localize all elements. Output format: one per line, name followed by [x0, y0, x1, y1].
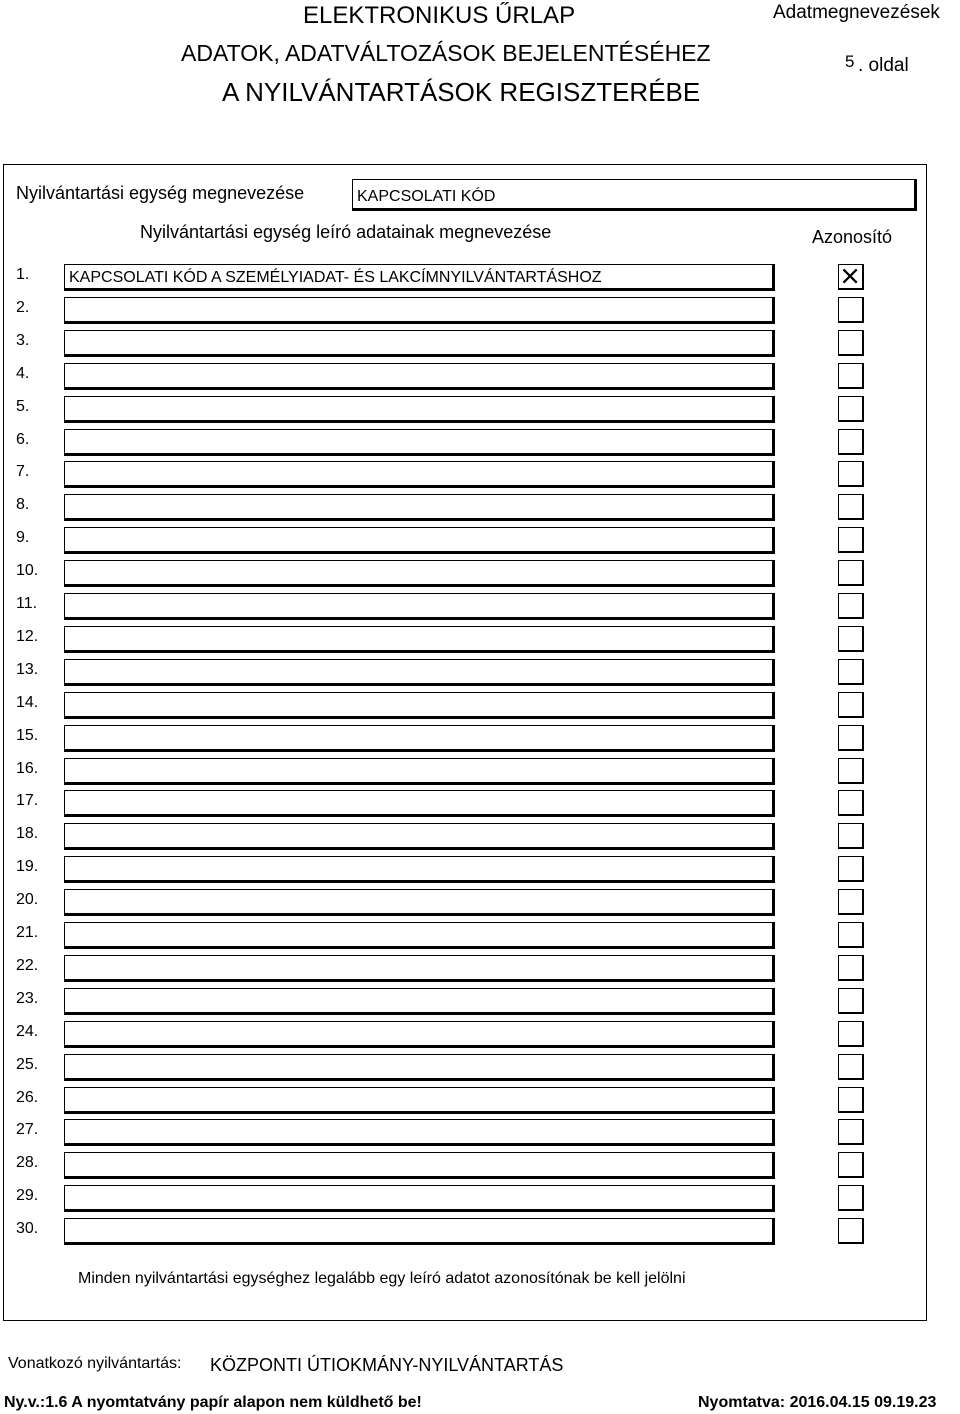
descriptor-field[interactable]: [64, 494, 775, 521]
footnote: Minden nyilvántartási egységhez legalább egy leíró adatot azonosítónak be kell jelölni: [78, 1270, 686, 1287]
row-number: 14.: [16, 694, 39, 711]
identifier-checkbox[interactable]: [838, 1119, 864, 1145]
identifier-checkbox[interactable]: [838, 264, 864, 290]
page-number: 5: [845, 52, 855, 71]
descriptor-field[interactable]: [64, 363, 775, 390]
descriptor-field[interactable]: [64, 988, 775, 1015]
descriptor-field[interactable]: [64, 955, 775, 982]
document-type-label: Adatmegnevezések: [773, 2, 940, 23]
row-number: 19.: [16, 858, 39, 875]
descriptor-field[interactable]: [64, 1218, 775, 1245]
row-number: 18.: [16, 825, 39, 842]
form-subtitle-line1: ADATOK, ADATVÁLTOZÁSOK BEJELENTÉSÉHEZ: [181, 40, 711, 66]
row-number: 12.: [16, 628, 39, 645]
identifier-checkbox[interactable]: [838, 856, 864, 882]
row-number: 7.: [16, 463, 30, 480]
identifier-checkbox[interactable]: [838, 593, 864, 619]
row-number: 4.: [16, 365, 30, 382]
row-number: 2.: [16, 299, 30, 316]
descriptor-field[interactable]: [64, 527, 775, 554]
checkmark-x-icon: [839, 265, 862, 288]
row-number: 3.: [16, 332, 30, 349]
descriptor-field[interactable]: [64, 856, 775, 883]
row-number: 25.: [16, 1056, 39, 1073]
descriptor-value: KAPCSOLATI KÓD A SZEMÉLYIADAT- ÉS LAKCÍMNYILVÁNTARTÁSHOZ: [69, 269, 602, 286]
identifier-checkbox[interactable]: [838, 823, 864, 849]
row-number: 22.: [16, 957, 39, 974]
row-number: 28.: [16, 1154, 39, 1171]
identifier-checkbox[interactable]: [838, 988, 864, 1014]
descriptor-field[interactable]: [64, 560, 775, 587]
descriptor-field[interactable]: [64, 790, 775, 817]
unit-name-value: KAPCSOLATI KÓD: [357, 188, 496, 205]
identifier-checkbox[interactable]: [838, 692, 864, 718]
descriptor-field[interactable]: [64, 922, 775, 949]
descriptor-field[interactable]: [64, 725, 775, 752]
descriptor-field[interactable]: [64, 626, 775, 653]
row-number: 6.: [16, 431, 30, 448]
row-number: 20.: [16, 891, 39, 908]
descriptor-field[interactable]: [64, 692, 775, 719]
identifier-checkbox[interactable]: [838, 889, 864, 915]
identifier-checkbox[interactable]: [838, 560, 864, 586]
identifier-checkbox[interactable]: [838, 1054, 864, 1080]
row-number: 30.: [16, 1220, 39, 1237]
identifier-checkbox[interactable]: [838, 1218, 864, 1244]
descriptor-field[interactable]: [64, 297, 775, 324]
row-number: 24.: [16, 1023, 39, 1040]
identifier-checkbox[interactable]: [838, 922, 864, 948]
identifier-checkbox[interactable]: [838, 1087, 864, 1113]
descriptor-field[interactable]: [64, 461, 775, 488]
row-number: 9.: [16, 529, 30, 546]
descriptor-field[interactable]: [64, 758, 775, 785]
row-number: 5.: [16, 398, 30, 415]
unit-name-label: Nyilvántartási egység megnevezése: [16, 183, 305, 203]
row-number: 16.: [16, 760, 39, 777]
identifier-checkbox[interactable]: [838, 429, 864, 455]
page-suffix: . oldal: [858, 55, 909, 76]
descriptor-field[interactable]: [64, 396, 775, 423]
identifier-checkbox[interactable]: [838, 659, 864, 685]
descriptor-field[interactable]: [64, 1021, 775, 1048]
row-number: 26.: [16, 1089, 39, 1106]
descriptor-field[interactable]: [64, 1119, 775, 1146]
descriptor-field[interactable]: [64, 264, 775, 291]
descriptor-field[interactable]: [64, 429, 775, 456]
descriptor-field[interactable]: [64, 330, 775, 357]
print-timestamp: Nyomtatva: 2016.04.15 09.19.23: [698, 1394, 937, 1411]
row-number: 29.: [16, 1187, 39, 1204]
row-number: 10.: [16, 562, 39, 579]
descriptor-field[interactable]: [64, 1185, 775, 1212]
identifier-checkbox[interactable]: [838, 527, 864, 553]
identifier-checkbox[interactable]: [838, 494, 864, 520]
row-number: 11.: [16, 595, 38, 612]
footer-notice: Ny.v.:1.6 A nyomtatvány papír alapon nem küldhető be!: [4, 1394, 422, 1411]
identifier-checkbox[interactable]: [838, 758, 864, 784]
descriptor-field[interactable]: [64, 1054, 775, 1081]
identifier-checkbox[interactable]: [838, 1021, 864, 1047]
descriptor-field[interactable]: [64, 1152, 775, 1179]
identifier-checkbox[interactable]: [838, 396, 864, 422]
descriptor-field[interactable]: [64, 659, 775, 686]
related-registry-label: Vonatkozó nyilvántartás:: [8, 1355, 182, 1372]
identifier-checkbox[interactable]: [838, 1152, 864, 1178]
descriptor-field[interactable]: [64, 823, 775, 850]
identifier-checkbox[interactable]: [838, 1185, 864, 1211]
descriptor-field[interactable]: [64, 593, 775, 620]
row-number: 27.: [16, 1121, 39, 1138]
form-subtitle-line2: A NYILVÁNTARTÁSOK REGISZTERÉBE: [222, 77, 701, 107]
row-number: 8.: [16, 496, 30, 513]
descriptor-field[interactable]: [64, 1087, 775, 1114]
identifier-checkbox[interactable]: [838, 626, 864, 652]
related-registry-value: KÖZPONTI ÚTIOKMÁNY-NYILVÁNTARTÁS: [210, 1355, 564, 1375]
identifier-checkbox[interactable]: [838, 790, 864, 816]
row-number: 17.: [16, 792, 39, 809]
row-number: 1.: [16, 266, 30, 283]
identifier-column-header: Azonosító: [812, 227, 893, 247]
identifier-checkbox[interactable]: [838, 330, 864, 356]
row-number: 21.: [16, 924, 39, 941]
row-number: 15.: [16, 727, 39, 744]
identifier-checkbox[interactable]: [838, 363, 864, 389]
form-title: ELEKTRONIKUS ŰRLAP: [303, 2, 576, 29]
description-column-header: Nyilvántartási egység leíró adatainak megnevezése: [140, 222, 552, 242]
identifier-checkbox[interactable]: [838, 725, 864, 751]
row-number: 23.: [16, 990, 39, 1007]
row-number: 13.: [16, 661, 39, 678]
identifier-checkbox[interactable]: [838, 297, 864, 323]
identifier-checkbox[interactable]: [838, 461, 864, 487]
identifier-checkbox[interactable]: [838, 955, 864, 981]
descriptor-field[interactable]: [64, 889, 775, 916]
